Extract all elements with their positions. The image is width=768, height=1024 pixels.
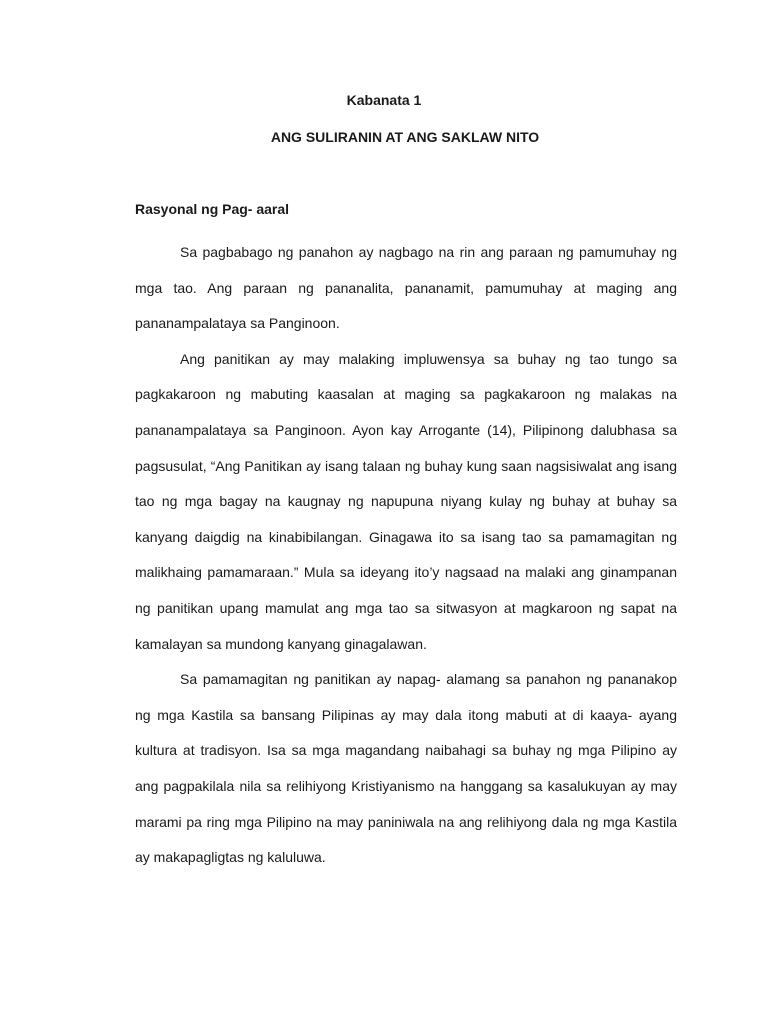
- chapter-label: Kabanata 1: [346, 92, 422, 108]
- paragraph: Sa pamamagitan ng panitikan ay napag- alamang sa panahon ng pananakop ng mga Kastila sa bansang Pilipinas ay may dala itong mabuti at di kaaya- ayang kultura at tradisyon. Isa sa mga magandang naibahagi sa buhay ng mga Pilipino ay ang pagpakilala nila sa relihiyong Kristiyanismo na hanggang sa kasalukuyan ay may marami pa ring mga Pilipino na may paniniwala na ang relihiyong dala ng mga Kastila ay makapagligtas ng kaluluwa.: [135, 671, 677, 866]
- section-heading: Rasyonal ng Pag- aaral: [135, 201, 290, 217]
- chapter-title: ANG SULIRANIN AT ANG SAKLAW NITO: [270, 129, 540, 145]
- body-text: [135, 235, 677, 876]
- paragraph: Sa pagbabago ng panahon ay nagbago na rin ang paraan ng pamumuhay ng mga tao. Ang paraan ng pananalita, pananamit, pamumuhay at maging ang pananampalataya sa Panginoon.: [135, 244, 677, 332]
- paragraph: Ang panitikan ay may malaking impluwensya sa buhay ng tao tungo sa pagkakaroon ng mabuting kaasalan at maging sa pagkakaroon ng malakas na pananampalataya sa Panginoon. Ayon kay Arrogante (14), Pilipinong dalubhasa sa pagsusulat, “Ang Panitikan ay isang talaan ng buhay kung saan nagsisiwalat ang isang tao ng mga bagay na kaugnay ng napupuna niyang kulay ng buhay at buhay sa kanyang daigdig na kinabibilangan. Ginagawa ito sa isang tao sa pamamagitan ng malikhaing pamamaraan.” Mula sa ideyang ito’y nagsaad na malaki ang ginampanan ng panitikan upang mamulat ang mga tao sa sitwasyon at magkaroon ng sapat na kamalayan sa mundong kanyang ginagalawan.: [135, 350, 677, 652]
